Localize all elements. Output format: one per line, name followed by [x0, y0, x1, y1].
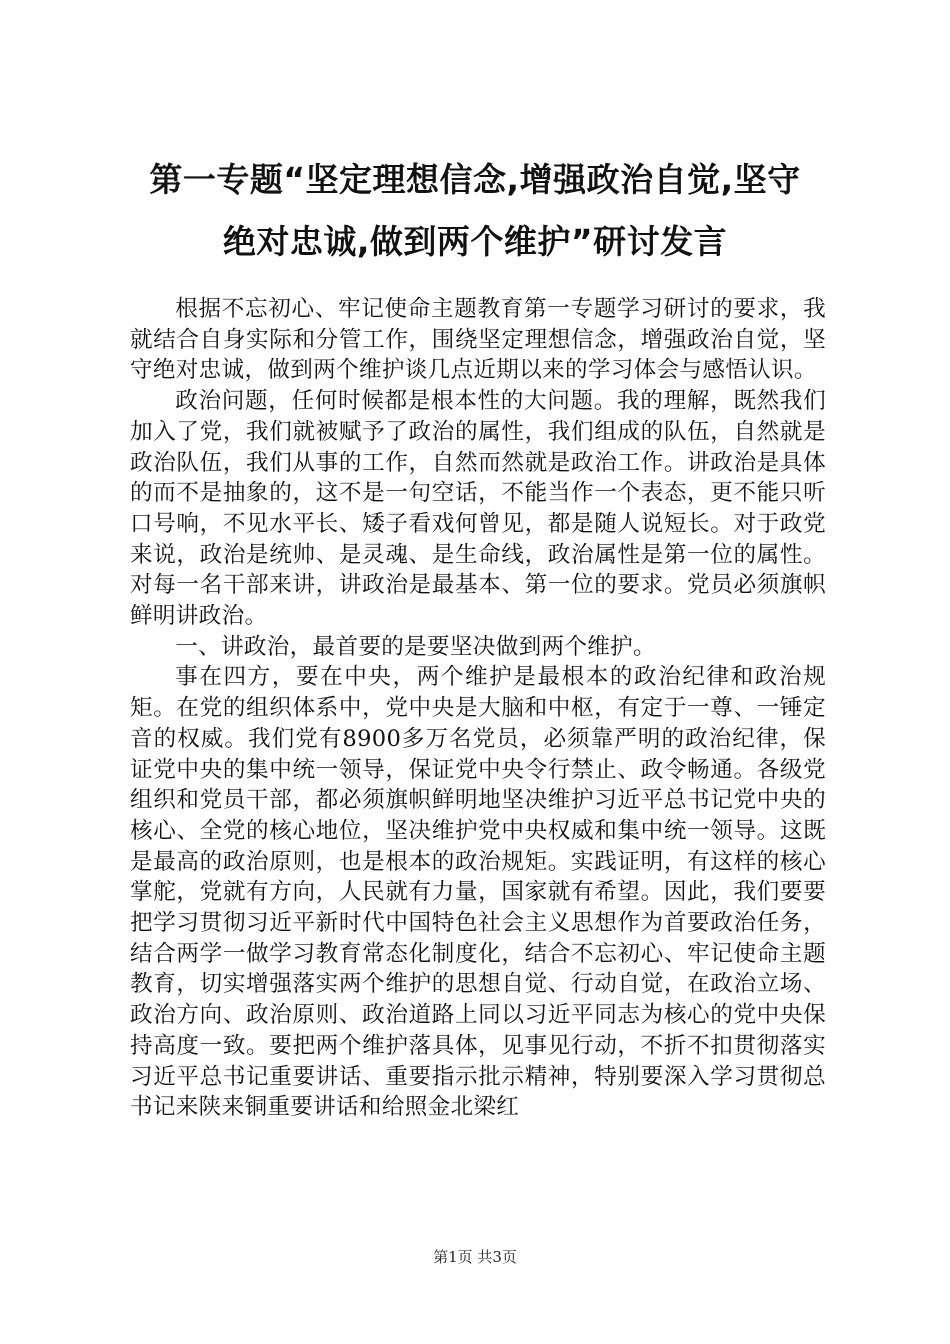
document-title-line-1: 第一专题“坚定理想信念,增强政治自觉,坚守 [149, 160, 801, 199]
section-heading-1: 一、讲政治，最首要的是要坚决做到两个维护。 [175, 633, 656, 660]
paragraph-two-safeguards: 事在四方，要在中央，两个维护是最根本的政治纪律和政治规矩。在党的组织体系中，党中央是大脑和中枢，有定于一尊、一锤定音的权威。我们党有8900多万名党员，必须靠严明的政治纪律，保证党中央的集中统一领导，保证党中央令行禁止、政令畅通。各级党组织和党员干部，都必须旗帜鲜明地坚决维护习近平总书记党中央的核心、全党的核心地位，坚决维护党中央权威和集中统一领导。这既是最高的政治原则，也是根本的政治规矩。实践证明，有这样的核心掌舵，党就有方向，人民就有力量，国家就有希望。因此，我们要要把学习贯彻习近平新时代中国特色社会主义思想作为首要政治任务，结合两学一做学习教育常态化制度化，结合不忘初心、牢记使命主题教育，切实增强落实两个维护的思想自觉、行动自觉，在政治立场、政治方向、政治原则、政治道路上同以习近平同志为核心的党中央保持高度一致。要把两个维护落具体，见事见行动，不折不扣贯彻落实习近平总书记重要讲话、重要指示批示精神，特别要深入学习贯彻总书记来陕来铜重要讲话和给照金北梁红 [130, 664, 826, 1121]
paragraph-intro: 根据不忘初心、牢记使命主题教育第一专题学习研讨的要求，我就结合自身实际和分管工作，围绕坚定理想信念，增强政治自觉，坚守绝对忠诚，做到两个维护谈几点近期以来的学习体会与感悟认识。 [130, 296, 826, 384]
document-body [130, 294, 826, 1123]
document-title-line-2: 绝对忠诚,做到两个维护”研讨发言 [222, 222, 728, 261]
page-footer: 第1页 共3页 [433, 1248, 517, 1266]
paragraph-politics: 政治问题，任何时候都是根本性的大问题。我的理解，既然我们加入了党，我们就被赋予了政治的属性，我们组成的队伍，自然就是政治队伍，我们从事的工作，自然而然就是政治工作。讲政治是具体的而不是抽象的，这不是一句空话，不能当作一个表态，更不能只听口号响，不见水平长、矮子看戏何曾见，都是随人说短长。对于政党来说，政治是统帅、是灵魂、是生命线，政治属性是第一位的属性。对每一名干部来讲，讲政治是最基本、第一位的要求。党员必须旗帜鲜明讲政治。 [130, 388, 826, 630]
